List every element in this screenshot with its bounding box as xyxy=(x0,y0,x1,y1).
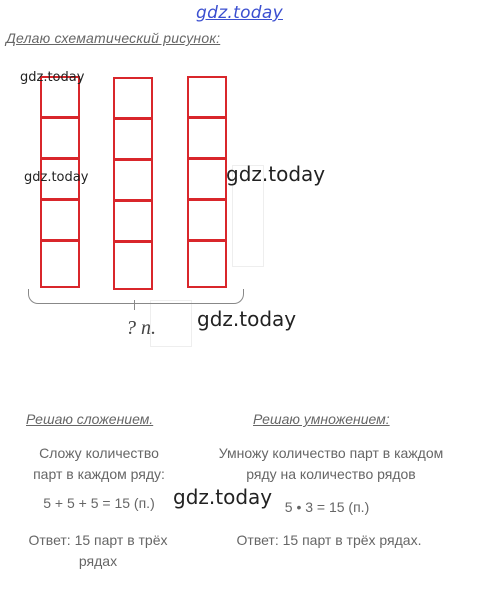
desk-cell xyxy=(115,161,151,202)
desk-cell xyxy=(189,119,225,160)
desk-cell xyxy=(189,201,225,242)
multiplication-explanation-line2: ряду на количество рядов xyxy=(246,466,416,482)
faint-grid xyxy=(150,300,192,347)
multiplication-answer: Ответ: 15 парт в трёх рядах. xyxy=(236,532,422,548)
addition-explanation-line2: парт в каждом ряду: xyxy=(33,466,165,482)
addition-answer-line2: рядах xyxy=(78,553,118,569)
desk-cell xyxy=(42,242,78,283)
watermark: gdz.today xyxy=(20,70,85,85)
desk-cell xyxy=(189,160,225,201)
addition-equation: 5 + 5 + 5 = 15 (п.) xyxy=(43,495,155,511)
multiplication-equation: 5 • 3 = 15 (п.) xyxy=(284,499,370,515)
top-watermark: gdz.today xyxy=(196,3,283,23)
desk-cell xyxy=(115,202,151,243)
addition-answer-line1: Ответ: 15 парт в трёх xyxy=(28,532,168,548)
desk-column-3 xyxy=(187,76,227,288)
desk-cell xyxy=(189,242,225,283)
desk-column-2 xyxy=(113,77,153,290)
addition-method-title: Решаю сложением. xyxy=(26,411,154,427)
watermark: gdz.today xyxy=(197,307,297,331)
diagram-heading: Делаю схематический рисунок: xyxy=(6,30,221,46)
multiplication-explanation-line1: Умножу количество парт в каждом xyxy=(218,445,444,461)
brace-label: ? п. xyxy=(126,317,156,339)
brace-tick xyxy=(134,300,143,310)
desk-cell xyxy=(115,243,151,284)
watermark: gdz.today xyxy=(24,170,89,185)
desk-cell xyxy=(115,120,151,161)
watermark: gdz.today xyxy=(173,485,273,509)
desk-cell xyxy=(115,79,151,120)
multiplication-method-title: Решаю умножением: xyxy=(253,411,390,427)
watermark: gdz.today xyxy=(226,162,326,186)
desk-cell xyxy=(189,78,225,119)
addition-explanation-line1: Сложу количество xyxy=(39,445,159,461)
desk-cell xyxy=(42,119,78,160)
desk-cell xyxy=(42,201,78,242)
